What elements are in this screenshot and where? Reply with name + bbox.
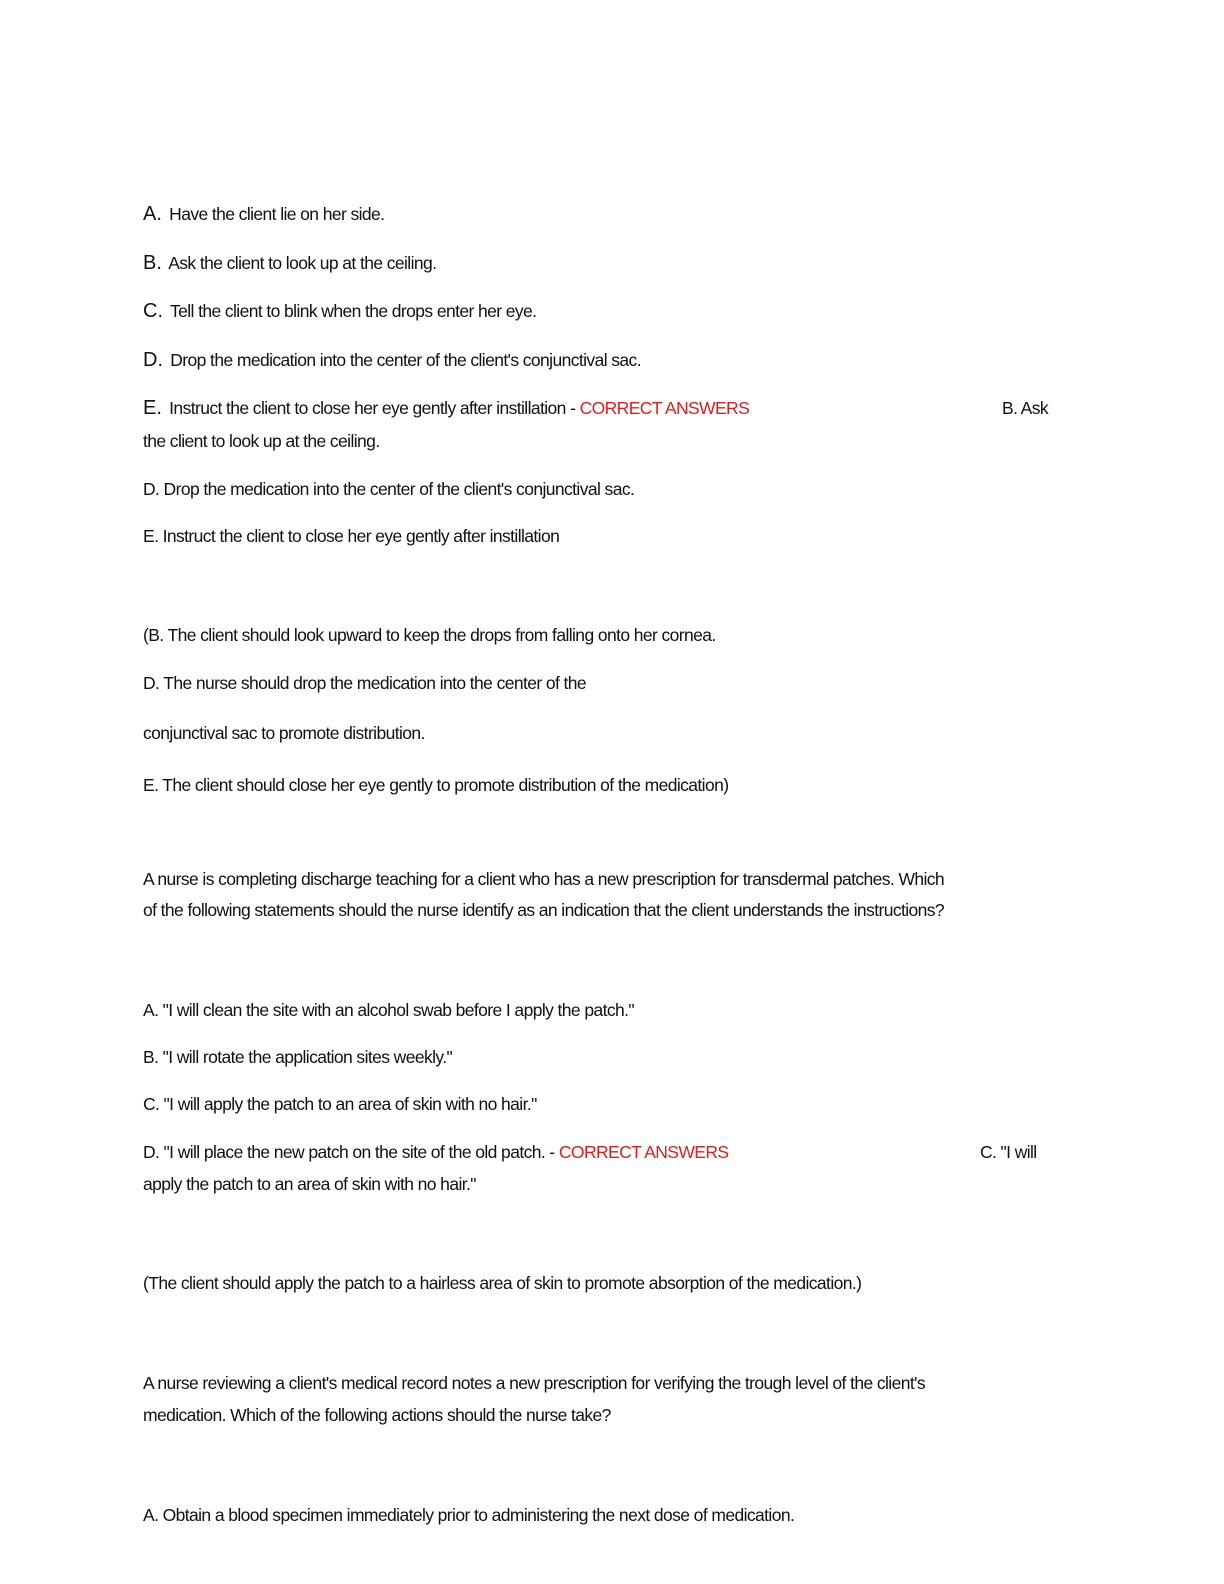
q2-option-d (143, 1140, 728, 1164)
q1-answer-first: B. Ask (1002, 398, 1049, 418)
correct-answers-tag: CORRECT ANSWERS (579, 398, 750, 418)
q1-option-d (143, 348, 641, 372)
option-text: Ask the client to look up at the ceiling. (168, 253, 437, 273)
q1-answer-cont: the client to look up at the ceiling. (143, 431, 380, 451)
q1-rationale-line: conjunctival sac to promote distribution. (143, 723, 425, 743)
correct-answers-tag: CORRECT ANSWERS (558, 1142, 729, 1162)
q3-question-line: A nurse reviewing a client's medical record notes a new prescription for verifying the trough level of the client's (143, 1373, 925, 1393)
q1-answer-e: E. Instruct the client to close her eye gently after instillation (143, 526, 560, 546)
q2-rationale: (The client should apply the patch to a hairless area of skin to promote absorption of the medication.) (143, 1273, 862, 1293)
option-text: Instruct the client to close her eye gently after instillation - (169, 398, 576, 418)
option-text: Have the client lie on her side. (169, 204, 385, 224)
q1-rationale-line: (B. The client should look upward to keep the drops from falling onto her cornea. (143, 625, 716, 645)
option-letter: B. (143, 252, 162, 274)
q3-option-a: A. Obtain a blood specimen immediately prior to administering the next dose of medication. (143, 1505, 795, 1525)
q2-question-line: of the following statements should the nurse identify as an indication that the client understands the instructions? (143, 900, 945, 920)
q1-option-c (143, 299, 536, 323)
q1-answer-d: D. Drop the medication into the center of the client's conjunctival sac. (143, 479, 635, 499)
q1-option-b (143, 251, 436, 275)
option-text: Drop the medication into the center of the client's conjunctival sac. (170, 350, 641, 370)
option-text: D. "I will place the new patch on the site of the old patch. - (143, 1142, 555, 1162)
q1-option-e (143, 396, 749, 420)
option-text: Tell the client to blink when the drops enter her eye. (169, 301, 537, 321)
q1-rationale-line: D. The nurse should drop the medication into the center of the (143, 673, 587, 693)
q2-option-b: B. "I will rotate the application sites weekly." (143, 1047, 453, 1067)
option-letter: C. (143, 300, 163, 322)
q2-answer-first: C. "I will (980, 1142, 1037, 1162)
q2-question-line: A nurse is completing discharge teaching for a client who has a new prescription for transdermal patches. Which (143, 869, 945, 889)
option-letter: E. (143, 397, 162, 419)
q1-option-a (143, 202, 384, 226)
option-letter: A. (143, 203, 162, 225)
q3-question-line: medication. Which of the following actions should the nurse take? (143, 1405, 611, 1425)
q2-option-a: A. "I will clean the site with an alcohol swab before I apply the patch." (143, 1000, 635, 1020)
option-letter: D. (143, 349, 163, 371)
q2-option-c: C. "I will apply the patch to an area of skin with no hair." (143, 1094, 537, 1114)
q1-rationale-line: E. The client should close her eye gently to promote distribution of the medication) (143, 775, 729, 795)
q2-answer-cont: apply the patch to an area of skin with no hair." (143, 1174, 476, 1194)
